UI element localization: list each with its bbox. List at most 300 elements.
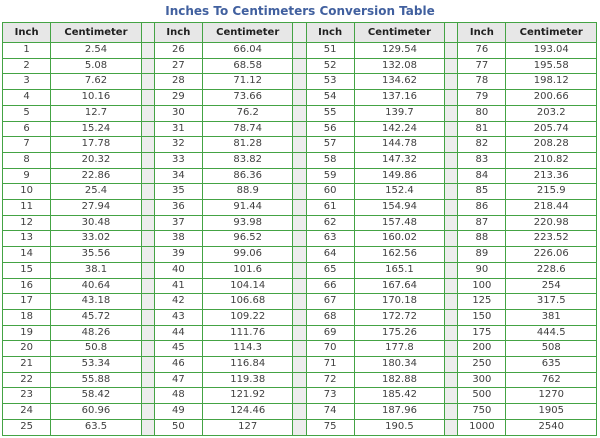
inches-to-centimeters-table — [2, 22, 597, 436]
spacer-cell — [293, 231, 306, 247]
spacer-cell — [445, 231, 458, 247]
centimeter-cell: 157.48 — [354, 215, 444, 231]
centimeter-cell: 55.88 — [51, 372, 141, 388]
table-row — [3, 58, 597, 74]
centimeter-cell: 5.08 — [51, 58, 141, 74]
inch-cell: 60 — [306, 184, 354, 200]
inch-cell: 35 — [154, 184, 202, 200]
spacer-cell — [445, 43, 458, 59]
inch-cell: 46 — [154, 357, 202, 373]
centimeter-cell: 205.74 — [506, 121, 597, 137]
centimeter-cell: 81.28 — [202, 137, 292, 153]
centimeter-cell: 38.1 — [51, 262, 141, 278]
inch-cell: 77 — [458, 58, 506, 74]
centimeter-cell: 104.14 — [202, 278, 292, 294]
inch-cell: 63 — [306, 231, 354, 247]
inch-cell: 27 — [154, 58, 202, 74]
centimeter-cell: 149.86 — [354, 168, 444, 184]
spacer-cell — [445, 278, 458, 294]
table-row — [3, 105, 597, 121]
inch-cell: 72 — [306, 372, 354, 388]
table-row — [3, 247, 597, 263]
header-centimeter: Centimeter — [506, 23, 597, 43]
inch-cell: 75 — [306, 419, 354, 435]
table-row — [3, 404, 597, 420]
inch-cell: 28 — [154, 74, 202, 90]
centimeter-cell: 58.42 — [51, 388, 141, 404]
centimeter-cell: 12.7 — [51, 105, 141, 121]
spacer-cell — [293, 90, 306, 106]
spacer-cell — [141, 231, 154, 247]
centimeter-cell: 73.66 — [202, 90, 292, 106]
inch-cell: 57 — [306, 137, 354, 153]
inch-cell: 58 — [306, 152, 354, 168]
centimeter-cell: 160.02 — [354, 231, 444, 247]
spacer-cell — [445, 262, 458, 278]
spacer-cell — [445, 372, 458, 388]
centimeter-cell: 195.58 — [506, 58, 597, 74]
centimeter-cell: 30.48 — [51, 215, 141, 231]
spacer-cell — [293, 105, 306, 121]
centimeter-cell: 10.16 — [51, 90, 141, 106]
spacer-cell — [141, 341, 154, 357]
inch-cell: 38 — [154, 231, 202, 247]
spacer-cell — [445, 200, 458, 216]
spacer-cell — [445, 419, 458, 435]
centimeter-cell: 180.34 — [354, 357, 444, 373]
centimeter-cell: 142.24 — [354, 121, 444, 137]
centimeter-cell: 144.78 — [354, 137, 444, 153]
inch-cell: 29 — [154, 90, 202, 106]
centimeter-cell: 7.62 — [51, 74, 141, 90]
inch-cell: 32 — [154, 137, 202, 153]
spacer-cell — [445, 404, 458, 420]
spacer-cell — [293, 357, 306, 373]
inch-cell: 70 — [306, 341, 354, 357]
table-row — [3, 168, 597, 184]
centimeter-cell: 200.66 — [506, 90, 597, 106]
centimeter-cell: 83.82 — [202, 152, 292, 168]
centimeter-cell: 111.76 — [202, 325, 292, 341]
centimeter-cell: 635 — [506, 357, 597, 373]
spacer-cell — [141, 152, 154, 168]
inch-cell: 71 — [306, 357, 354, 373]
centimeter-cell: 172.72 — [354, 309, 444, 325]
inch-cell: 23 — [3, 388, 51, 404]
inch-cell: 16 — [3, 278, 51, 294]
header-row — [3, 23, 597, 43]
table-row — [3, 357, 597, 373]
centimeter-cell: 317.5 — [506, 294, 597, 310]
centimeter-cell: 43.18 — [51, 294, 141, 310]
centimeter-cell: 93.98 — [202, 215, 292, 231]
column-spacer — [141, 23, 154, 43]
header-centimeter: Centimeter — [354, 23, 444, 43]
header-inch: Inch — [3, 23, 51, 43]
spacer-cell — [445, 168, 458, 184]
inch-cell: 50 — [154, 419, 202, 435]
inch-cell: 11 — [3, 200, 51, 216]
centimeter-cell: 508 — [506, 341, 597, 357]
spacer-cell — [293, 247, 306, 263]
centimeter-cell: 228.6 — [506, 262, 597, 278]
centimeter-cell: 210.82 — [506, 152, 597, 168]
spacer-cell — [293, 341, 306, 357]
table-row — [3, 90, 597, 106]
inch-cell: 78 — [458, 74, 506, 90]
inch-cell: 34 — [154, 168, 202, 184]
inch-cell: 74 — [306, 404, 354, 420]
spacer-cell — [293, 419, 306, 435]
table-row — [3, 152, 597, 168]
spacer-cell — [141, 215, 154, 231]
inch-cell: 4 — [3, 90, 51, 106]
centimeter-cell: 381 — [506, 309, 597, 325]
inch-cell: 24 — [3, 404, 51, 420]
inch-cell: 79 — [458, 90, 506, 106]
column-spacer — [293, 23, 306, 43]
centimeter-cell: 203.2 — [506, 105, 597, 121]
centimeter-cell: 96.52 — [202, 231, 292, 247]
inch-cell: 37 — [154, 215, 202, 231]
spacer-cell — [293, 325, 306, 341]
inch-cell: 6 — [3, 121, 51, 137]
inch-cell: 40 — [154, 262, 202, 278]
spacer-cell — [141, 388, 154, 404]
spacer-cell — [445, 105, 458, 121]
table-row — [3, 74, 597, 90]
spacer-cell — [293, 294, 306, 310]
spacer-cell — [141, 74, 154, 90]
spacer-cell — [141, 419, 154, 435]
centimeter-cell: 68.58 — [202, 58, 292, 74]
centimeter-cell: 114.3 — [202, 341, 292, 357]
table-row — [3, 325, 597, 341]
inch-cell: 18 — [3, 309, 51, 325]
inch-cell: 80 — [458, 105, 506, 121]
inch-cell: 81 — [458, 121, 506, 137]
inch-cell: 10 — [3, 184, 51, 200]
inch-cell: 22 — [3, 372, 51, 388]
centimeter-cell: 190.5 — [354, 419, 444, 435]
spacer-cell — [293, 404, 306, 420]
inch-cell: 30 — [154, 105, 202, 121]
inch-cell: 89 — [458, 247, 506, 263]
centimeter-cell: 167.64 — [354, 278, 444, 294]
spacer-cell — [293, 152, 306, 168]
inch-cell: 82 — [458, 137, 506, 153]
spacer-cell — [293, 388, 306, 404]
spacer-cell — [141, 262, 154, 278]
inch-cell: 5 — [3, 105, 51, 121]
centimeter-cell: 1905 — [506, 404, 597, 420]
centimeter-cell: 27.94 — [51, 200, 141, 216]
table-row — [3, 137, 597, 153]
centimeter-cell: 119.38 — [202, 372, 292, 388]
centimeter-cell: 1270 — [506, 388, 597, 404]
spacer-cell — [293, 43, 306, 59]
column-spacer — [445, 23, 458, 43]
spacer-cell — [445, 184, 458, 200]
inch-cell: 88 — [458, 231, 506, 247]
centimeter-cell: 121.92 — [202, 388, 292, 404]
centimeter-cell: 99.06 — [202, 247, 292, 263]
spacer-cell — [445, 388, 458, 404]
spacer-cell — [141, 168, 154, 184]
table-row — [3, 388, 597, 404]
centimeter-cell: 35.56 — [51, 247, 141, 263]
inch-cell: 17 — [3, 294, 51, 310]
spacer-cell — [445, 152, 458, 168]
inch-cell: 7 — [3, 137, 51, 153]
inch-cell: 150 — [458, 309, 506, 325]
centimeter-cell: 162.56 — [354, 247, 444, 263]
spacer-cell — [293, 58, 306, 74]
header-centimeter: Centimeter — [51, 23, 141, 43]
spacer-cell — [293, 309, 306, 325]
spacer-cell — [445, 137, 458, 153]
inch-cell: 51 — [306, 43, 354, 59]
inch-cell: 49 — [154, 404, 202, 420]
table-row — [3, 278, 597, 294]
inch-cell: 41 — [154, 278, 202, 294]
centimeter-cell: 45.72 — [51, 309, 141, 325]
inch-cell: 36 — [154, 200, 202, 216]
inch-cell: 64 — [306, 247, 354, 263]
centimeter-cell: 50.8 — [51, 341, 141, 357]
spacer-cell — [141, 90, 154, 106]
centimeter-cell: 20.32 — [51, 152, 141, 168]
centimeter-cell: 226.06 — [506, 247, 597, 263]
spacer-cell — [445, 294, 458, 310]
centimeter-cell: 165.1 — [354, 262, 444, 278]
spacer-cell — [141, 43, 154, 59]
table-row — [3, 262, 597, 278]
spacer-cell — [293, 137, 306, 153]
inch-cell: 52 — [306, 58, 354, 74]
inch-cell: 500 — [458, 388, 506, 404]
centimeter-cell: 215.9 — [506, 184, 597, 200]
spacer-cell — [141, 200, 154, 216]
centimeter-cell: 88.9 — [202, 184, 292, 200]
inch-cell: 250 — [458, 357, 506, 373]
inch-cell: 15 — [3, 262, 51, 278]
centimeter-cell: 78.74 — [202, 121, 292, 137]
inch-cell: 9 — [3, 168, 51, 184]
centimeter-cell: 48.26 — [51, 325, 141, 341]
inch-cell: 59 — [306, 168, 354, 184]
centimeter-cell: 76.2 — [202, 105, 292, 121]
centimeter-cell: 147.32 — [354, 152, 444, 168]
spacer-cell — [445, 74, 458, 90]
spacer-cell — [293, 200, 306, 216]
inch-cell: 76 — [458, 43, 506, 59]
inch-cell: 200 — [458, 341, 506, 357]
inch-cell: 1000 — [458, 419, 506, 435]
centimeter-cell: 254 — [506, 278, 597, 294]
spacer-cell — [293, 262, 306, 278]
spacer-cell — [293, 215, 306, 231]
spacer-cell — [445, 247, 458, 263]
inch-cell: 20 — [3, 341, 51, 357]
inch-cell: 66 — [306, 278, 354, 294]
centimeter-cell: 109.22 — [202, 309, 292, 325]
inch-cell: 62 — [306, 215, 354, 231]
centimeter-cell: 22.86 — [51, 168, 141, 184]
centimeter-cell: 2.54 — [51, 43, 141, 59]
centimeter-cell: 137.16 — [354, 90, 444, 106]
inch-cell: 68 — [306, 309, 354, 325]
centimeter-cell: 116.84 — [202, 357, 292, 373]
inch-cell: 12 — [3, 215, 51, 231]
centimeter-cell: 86.36 — [202, 168, 292, 184]
header-inch: Inch — [154, 23, 202, 43]
inch-cell: 42 — [154, 294, 202, 310]
inch-cell: 85 — [458, 184, 506, 200]
spacer-cell — [141, 294, 154, 310]
inch-cell: 55 — [306, 105, 354, 121]
centimeter-cell: 106.68 — [202, 294, 292, 310]
inch-cell: 45 — [154, 341, 202, 357]
page-title: Inches To Centimeters Conversion Table — [165, 4, 435, 18]
spacer-cell — [141, 372, 154, 388]
table-row — [3, 309, 597, 325]
centimeter-cell: 91.44 — [202, 200, 292, 216]
table-row — [3, 121, 597, 137]
centimeter-cell: 193.04 — [506, 43, 597, 59]
centimeter-cell: 132.08 — [354, 58, 444, 74]
inch-cell: 84 — [458, 168, 506, 184]
header-inch: Inch — [458, 23, 506, 43]
centimeter-cell: 208.28 — [506, 137, 597, 153]
spacer-cell — [445, 309, 458, 325]
centimeter-cell: 762 — [506, 372, 597, 388]
table-row — [3, 294, 597, 310]
centimeter-cell: 213.36 — [506, 168, 597, 184]
centimeter-cell: 154.94 — [354, 200, 444, 216]
inch-cell: 31 — [154, 121, 202, 137]
inch-cell: 39 — [154, 247, 202, 263]
centimeter-cell: 127 — [202, 419, 292, 435]
spacer-cell — [141, 247, 154, 263]
centimeter-cell: 101.6 — [202, 262, 292, 278]
centimeter-cell: 218.44 — [506, 200, 597, 216]
spacer-cell — [141, 184, 154, 200]
centimeter-cell: 187.96 — [354, 404, 444, 420]
inch-cell: 125 — [458, 294, 506, 310]
spacer-cell — [141, 357, 154, 373]
inch-cell: 2 — [3, 58, 51, 74]
spacer-cell — [445, 341, 458, 357]
inch-cell: 300 — [458, 372, 506, 388]
spacer-cell — [141, 309, 154, 325]
centimeter-cell: 139.7 — [354, 105, 444, 121]
inch-cell: 44 — [154, 325, 202, 341]
table-row — [3, 341, 597, 357]
inch-cell: 48 — [154, 388, 202, 404]
centimeter-cell: 71.12 — [202, 74, 292, 90]
centimeter-cell: 40.64 — [51, 278, 141, 294]
inch-cell: 87 — [458, 215, 506, 231]
header-inch: Inch — [306, 23, 354, 43]
centimeter-cell: 15.24 — [51, 121, 141, 137]
centimeter-cell: 17.78 — [51, 137, 141, 153]
centimeter-cell: 182.88 — [354, 372, 444, 388]
centimeter-cell: 170.18 — [354, 294, 444, 310]
centimeter-cell: 152.4 — [354, 184, 444, 200]
centimeter-cell: 33.02 — [51, 231, 141, 247]
spacer-cell — [141, 105, 154, 121]
spacer-cell — [293, 121, 306, 137]
centimeter-cell: 175.26 — [354, 325, 444, 341]
inch-cell: 61 — [306, 200, 354, 216]
spacer-cell — [293, 74, 306, 90]
inch-cell: 100 — [458, 278, 506, 294]
spacer-cell — [445, 58, 458, 74]
centimeter-cell: 223.52 — [506, 231, 597, 247]
centimeter-cell: 66.04 — [202, 43, 292, 59]
centimeter-cell: 60.96 — [51, 404, 141, 420]
inch-cell: 19 — [3, 325, 51, 341]
inch-cell: 14 — [3, 247, 51, 263]
inch-cell: 8 — [3, 152, 51, 168]
inch-cell: 1 — [3, 43, 51, 59]
inch-cell: 33 — [154, 152, 202, 168]
inch-cell: 65 — [306, 262, 354, 278]
centimeter-cell: 124.46 — [202, 404, 292, 420]
table-row — [3, 372, 597, 388]
centimeter-cell: 185.42 — [354, 388, 444, 404]
spacer-cell — [445, 325, 458, 341]
spacer-cell — [141, 278, 154, 294]
spacer-cell — [141, 325, 154, 341]
spacer-cell — [293, 278, 306, 294]
spacer-cell — [293, 184, 306, 200]
inch-cell: 69 — [306, 325, 354, 341]
centimeter-cell: 2540 — [506, 419, 597, 435]
spacer-cell — [141, 121, 154, 137]
centimeter-cell: 198.12 — [506, 74, 597, 90]
inch-cell: 54 — [306, 90, 354, 106]
inch-cell: 67 — [306, 294, 354, 310]
inch-cell: 43 — [154, 309, 202, 325]
centimeter-cell: 129.54 — [354, 43, 444, 59]
table-row — [3, 43, 597, 59]
spacer-cell — [445, 121, 458, 137]
table-row — [3, 200, 597, 216]
spacer-cell — [293, 372, 306, 388]
spacer-cell — [141, 137, 154, 153]
table-body — [3, 43, 597, 436]
centimeter-cell: 177.8 — [354, 341, 444, 357]
inch-cell: 26 — [154, 43, 202, 59]
centimeter-cell: 444.5 — [506, 325, 597, 341]
centimeter-cell: 53.34 — [51, 357, 141, 373]
centimeter-cell: 134.62 — [354, 74, 444, 90]
inch-cell: 3 — [3, 74, 51, 90]
spacer-cell — [141, 58, 154, 74]
centimeter-cell: 220.98 — [506, 215, 597, 231]
inch-cell: 56 — [306, 121, 354, 137]
centimeter-cell: 25.4 — [51, 184, 141, 200]
spacer-cell — [141, 404, 154, 420]
inch-cell: 750 — [458, 404, 506, 420]
spacer-cell — [293, 168, 306, 184]
inch-cell: 13 — [3, 231, 51, 247]
inch-cell: 83 — [458, 152, 506, 168]
inch-cell: 53 — [306, 74, 354, 90]
centimeter-cell: 63.5 — [51, 419, 141, 435]
